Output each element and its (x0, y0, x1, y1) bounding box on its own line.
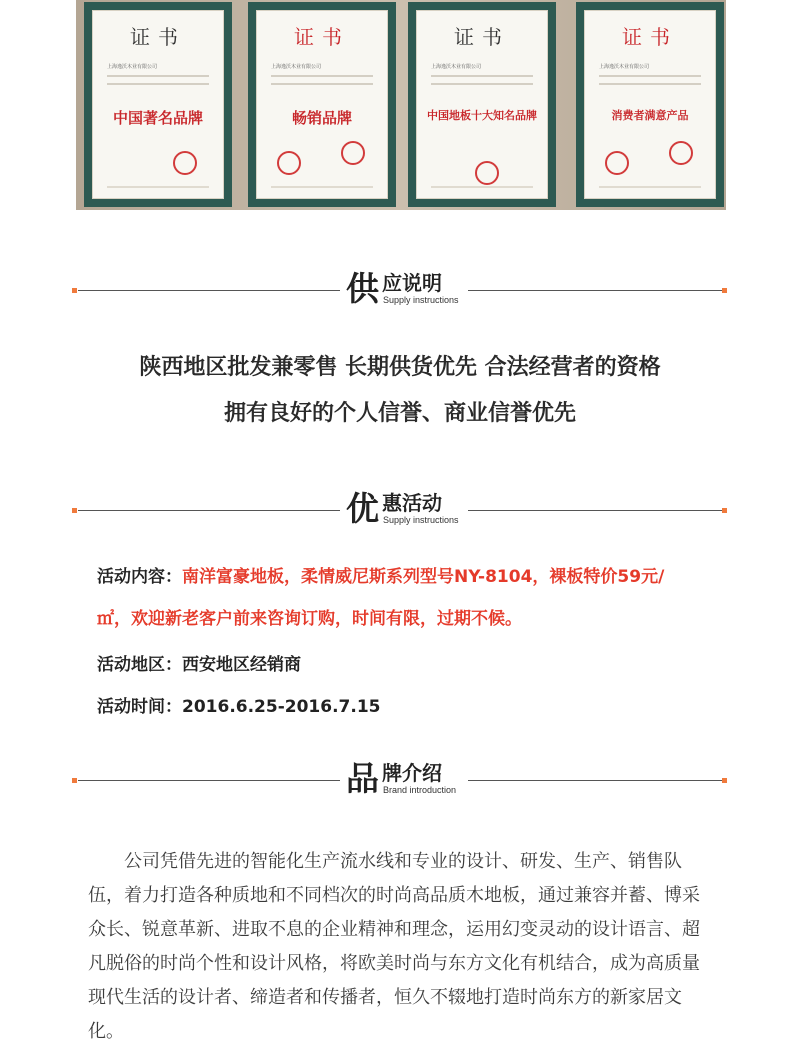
brand-introduction-text: 公司凭借先进的智能化生产流水线和专业的设计、研发、生产、销售队伍，着力打造各种质地和不同档次的时尚高品质木地板，通过兼容并蓄、博采众长、锐意革新、进取不息的企业精神和理念，运用幻变灵动的设计语言、超凡脱俗的时尚个性和设计风格，将欧美时尚与东方文化有机结合，成为高质量现代生活的设计者、缔造者和传播者，恒久不辍地打造时尚东方的新家居文化。 (88, 851, 700, 1042)
bullet-dot-icon (722, 508, 727, 513)
bullet-dot-icon (722, 288, 727, 293)
promo-content-text: 南洋富豪地板，柔情威尼斯系列型号NY-8104，裸板特价59元/ (182, 567, 665, 587)
section-header-brand (0, 752, 800, 812)
section-header-supply (0, 262, 800, 322)
certificate-frame (576, 2, 724, 207)
section-header-promotion (0, 482, 800, 542)
seal-icon (669, 141, 693, 165)
supply-line-1: 陕西地区批发兼零售 长期供货优先 合法经营者的资格 (139, 355, 661, 380)
certificate-frame (248, 2, 396, 207)
promo-content-line-2: ㎡，欢迎新老客户前来咨询订购，时间有限，过期不候。 (97, 609, 522, 629)
promo-time (97, 692, 381, 717)
certificate-title: 证书 (294, 25, 350, 49)
seal-icon (475, 161, 499, 185)
section-title-first-char: 品 (346, 759, 379, 798)
promo-region-label: 活动地区： (97, 655, 182, 675)
certificate-company: 上海逸沃木业有限公司 (431, 64, 482, 70)
supply-line-2: 拥有良好的个人信誉、商业信誉优先 (223, 401, 576, 426)
certificate-title: 证书 (454, 25, 510, 49)
certificate-title: 证书 (622, 25, 678, 49)
bullet-dot-icon (722, 778, 727, 783)
bullet-dot-icon (72, 288, 77, 293)
seal-icon (277, 151, 301, 175)
seal-icon (173, 151, 197, 175)
section-title-first-char: 优 (346, 489, 379, 528)
bullet-dot-icon (72, 508, 77, 513)
certificate-company: 上海逸沃木业有限公司 (271, 64, 322, 70)
certificate-frame (84, 2, 232, 207)
divider (78, 510, 340, 511)
section-title-en: Supply instructions (383, 515, 459, 525)
divider (78, 290, 340, 291)
certificate-award: 中国著名品牌 (112, 109, 203, 127)
promo-content-label: 活动内容： (97, 567, 182, 587)
seal-icon (341, 141, 365, 165)
divider (78, 780, 340, 781)
certificate-award: 中国地板十大知名品牌 (427, 109, 537, 122)
divider (468, 290, 722, 291)
promo-time-value: 2016.6.25-2016.7.15 (182, 697, 381, 717)
divider (468, 510, 722, 511)
section-title-rest: 牌介绍 (382, 761, 442, 785)
certificate-frame (408, 2, 556, 207)
promo-region-value: 西安地区经销商 (182, 655, 301, 675)
section-title-rest: 惠活动 (382, 491, 442, 515)
section-title-en: Brand introduction (383, 785, 457, 795)
certificate-company: 上海逸沃木业有限公司 (599, 64, 650, 70)
certificate-award: 畅销品牌 (291, 109, 352, 127)
promo-region (97, 650, 301, 675)
certificate-title: 证书 (130, 25, 186, 49)
certificate-company: 上海逸沃木业有限公司 (107, 64, 158, 70)
divider (468, 780, 722, 781)
certificate-award: 消费者满意产品 (611, 109, 689, 122)
section-title-rest: 应说明 (382, 271, 442, 295)
section-title-en: Supply instructions (383, 295, 459, 305)
section-title-first-char: 供 (346, 269, 379, 308)
bullet-dot-icon (72, 778, 77, 783)
promo-content-line-1 (97, 562, 664, 587)
seal-icon (605, 151, 629, 175)
promo-time-label: 活动时间： (97, 697, 182, 717)
